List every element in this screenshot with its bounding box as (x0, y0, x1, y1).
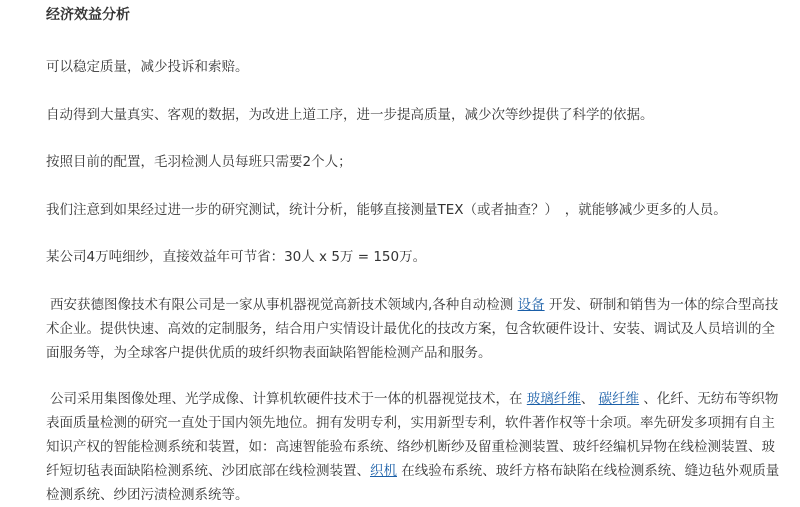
company-text-1: 西安获德图像技术有限公司是一家从事机器视觉高新技术领域内,各种自动检测 (50, 297, 518, 313)
link-equipment[interactable]: 设备 (517, 297, 545, 313)
link-carbon-fiber[interactable]: 碳纤维 (598, 391, 640, 407)
paragraph-staffing: 按照目前的配置，毛羽检测人员每班只需要2个人； (46, 154, 352, 170)
paragraph-technology (46, 387, 781, 507)
tech-text-3: 在线验布系统、玻纤方格布缺陷在线检测系统、缝边毡外观质量检测系统、纱团污渍检测系统等。 (46, 463, 780, 503)
tech-text-1: 公司采用集图像处理、光学成像、计算机软硬件技术于一体的机器视觉技术，在 (50, 391, 527, 407)
link-glass-fiber[interactable]: 玻璃纤维 (526, 391, 581, 407)
company-text-2: 开发、研制和销售为一体的综合型高技术企业。提供快速、高效的定制服务，结合用户实情设计最优化的技改方案，包含软硬件设计、安装、调试及人员培训的全面服务等，为全球客户提供优质的玻纤织物表面缺陷智能检测产品和服务。 (46, 297, 779, 361)
paragraph-company-intro (46, 293, 781, 365)
paragraph-savings: 某公司4万吨细纱，直接效益年可节省：30人 x 5万 = 150万。 (46, 249, 427, 265)
tech-separator: 、 (580, 391, 599, 407)
paragraph-data: 自动得到大量真实、客观的数据，为改进上道工序，进一步提高质量，减少次等纱提供了科学的依据。 (46, 107, 654, 123)
paragraph-tex-measure: 我们注意到如果经过进一步的研究测试，统计分析，能够直接测量TEX（或者抽查？） ，就能够减少更多的人员。 (46, 202, 727, 218)
tech-text-2: 、化纤、无纺布等织物表面质量检测的研究一直处于国内领先地位。拥有发明专利，实用新型专利，软件著作权等十余项。率先研发多项拥有自主知识产权的智能检测系统和装置，如：高速智能验布系统、络纱机断纱及留重检测装置、玻纤经编机异物在线检测装置、玻纤短切毡表面缺陷检测系统、沙团底部在线检测装置、 (46, 391, 779, 479)
link-loom[interactable]: 织机 (370, 463, 397, 479)
section-heading: 经济效益分析 (46, 7, 130, 23)
paragraph-quality: 可以稳定质量，减少投诉和索赔。 (46, 59, 249, 75)
